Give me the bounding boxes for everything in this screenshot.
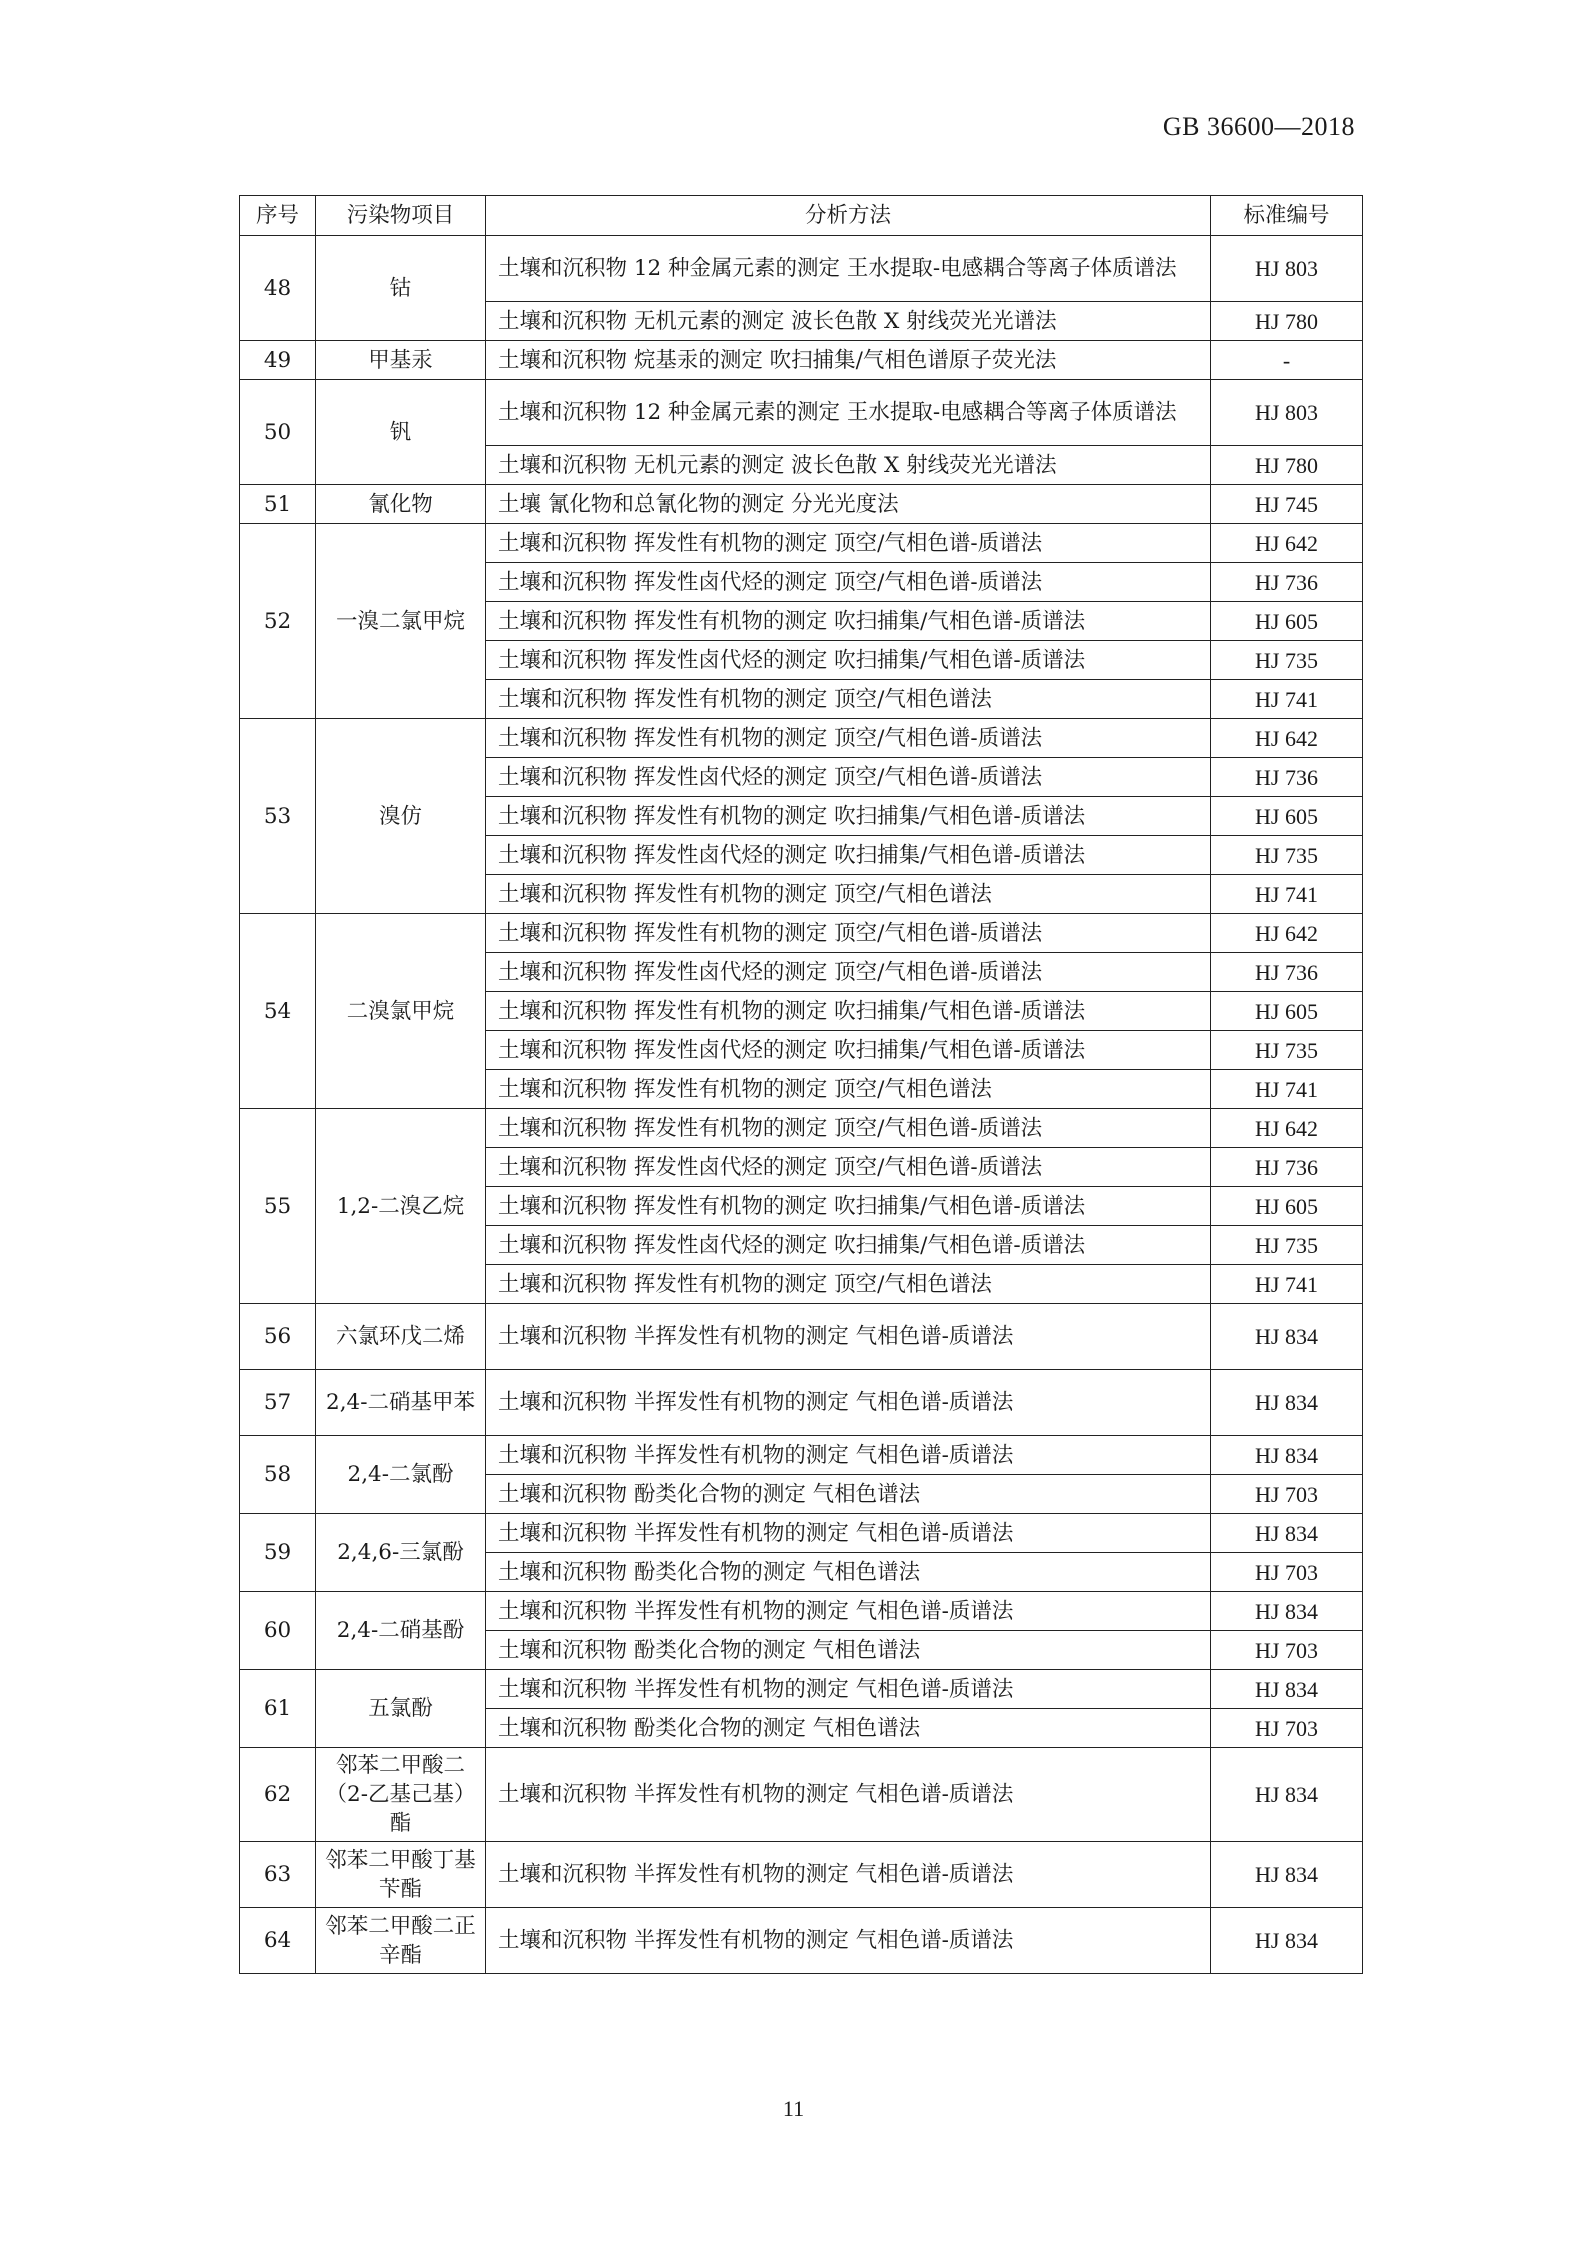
standard-number-cell: HJ 642 [1211, 1109, 1363, 1148]
standard-number-cell: HJ 736 [1211, 1148, 1363, 1187]
pollutant-cell: 甲基汞 [316, 341, 486, 380]
analysis-method-cell: 土壤和沉积物 挥发性有机物的测定 吹扫捕集/气相色谱-质谱法 [486, 992, 1211, 1031]
table-row [240, 1514, 1363, 1553]
analysis-method-cell: 土壤和沉积物 挥发性卤代烃的测定 吹扫捕集/气相色谱-质谱法 [486, 1031, 1211, 1070]
standard-number-cell: HJ 605 [1211, 1187, 1363, 1226]
serial-number-cell: 60 [240, 1592, 316, 1670]
serial-number-cell: 51 [240, 485, 316, 524]
standard-number-cell: HJ 605 [1211, 992, 1363, 1031]
table-row [240, 1109, 1363, 1148]
pollutant-cell: 钒 [316, 380, 486, 485]
standard-number-cell: HJ 834 [1211, 1748, 1363, 1842]
analysis-method-cell: 土壤和沉积物 挥发性卤代烃的测定 吹扫捕集/气相色谱-质谱法 [486, 641, 1211, 680]
analysis-method-cell: 土壤和沉积物 半挥发性有机物的测定 气相色谱-质谱法 [486, 1842, 1211, 1908]
standard-number-cell: HJ 834 [1211, 1304, 1363, 1370]
standard-number-cell: - [1211, 341, 1363, 380]
analysis-method-cell: 土壤和沉积物 酚类化合物的测定 气相色谱法 [486, 1553, 1211, 1592]
standard-number-cell: HJ 642 [1211, 719, 1363, 758]
standard-number-cell: HJ 741 [1211, 680, 1363, 719]
pollutant-cell: 2,4-二硝基酚 [316, 1592, 486, 1670]
analysis-method-cell: 土壤和沉积物 烷基汞的测定 吹扫捕集/气相色谱原子荧光法 [486, 341, 1211, 380]
table-body [240, 236, 1363, 1974]
standard-number-cell: HJ 834 [1211, 1592, 1363, 1631]
standard-number-cell: HJ 741 [1211, 1070, 1363, 1109]
standard-number-cell: HJ 736 [1211, 563, 1363, 602]
pollutant-cell: 一溴二氯甲烷 [316, 524, 486, 719]
serial-number-cell: 53 [240, 719, 316, 914]
pollutant-cell: 溴仿 [316, 719, 486, 914]
standard-number-cell: HJ 642 [1211, 914, 1363, 953]
analysis-method-cell: 土壤和沉积物 挥发性有机物的测定 吹扫捕集/气相色谱-质谱法 [486, 797, 1211, 836]
analysis-method-cell: 土壤和沉积物 挥发性有机物的测定 顶空/气相色谱法 [486, 875, 1211, 914]
analysis-method-cell: 土壤和沉积物 挥发性卤代烃的测定 顶空/气相色谱-质谱法 [486, 1148, 1211, 1187]
pollutant-cell: 邻苯二甲酸二（2-乙基己基）酯 [316, 1748, 486, 1842]
analysis-method-cell: 土壤和沉积物 半挥发性有机物的测定 气相色谱-质谱法 [486, 1370, 1211, 1436]
table-row [240, 485, 1363, 524]
standard-number-cell: HJ 703 [1211, 1475, 1363, 1514]
serial-number-cell: 52 [240, 524, 316, 719]
table-row [240, 1370, 1363, 1436]
analysis-method-cell: 土壤和沉积物 挥发性有机物的测定 吹扫捕集/气相色谱-质谱法 [486, 602, 1211, 641]
standard-number-cell: HJ 703 [1211, 1709, 1363, 1748]
analysis-method-cell: 土壤和沉积物 半挥发性有机物的测定 气相色谱-质谱法 [486, 1908, 1211, 1974]
table-row [240, 380, 1363, 446]
standard-number-cell: HJ 803 [1211, 236, 1363, 302]
table-row [240, 914, 1363, 953]
standard-number-cell: HJ 605 [1211, 602, 1363, 641]
standard-number-cell: HJ 736 [1211, 758, 1363, 797]
analysis-method-cell: 土壤和沉积物 无机元素的测定 波长色散 X 射线荧光光谱法 [486, 446, 1211, 485]
analysis-method-cell: 土壤和沉积物 挥发性有机物的测定 顶空/气相色谱法 [486, 680, 1211, 719]
analysis-method-cell: 土壤和沉积物 半挥发性有机物的测定 气相色谱-质谱法 [486, 1748, 1211, 1842]
standard-number-cell: HJ 741 [1211, 1265, 1363, 1304]
serial-number-cell: 50 [240, 380, 316, 485]
serial-number-cell: 61 [240, 1670, 316, 1748]
standard-number-cell: HJ 834 [1211, 1842, 1363, 1908]
table-row [240, 236, 1363, 302]
table-row [240, 719, 1363, 758]
analysis-method-cell: 土壤和沉积物 无机元素的测定 波长色散 X 射线荧光光谱法 [486, 302, 1211, 341]
table-row [240, 1304, 1363, 1370]
document-standard-code: GB 36600—2018 [1162, 112, 1355, 141]
analysis-method-cell: 土壤和沉积物 半挥发性有机物的测定 气相色谱-质谱法 [486, 1592, 1211, 1631]
column-header-pollutant: 污染物项目 [316, 196, 486, 236]
analysis-method-cell: 土壤和沉积物 半挥发性有机物的测定 气相色谱-质谱法 [486, 1304, 1211, 1370]
standard-number-cell: HJ 736 [1211, 953, 1363, 992]
page-number: 11 [782, 2096, 805, 2121]
analysis-method-cell: 土壤和沉积物 挥发性有机物的测定 顶空/气相色谱法 [486, 1070, 1211, 1109]
serial-number-cell: 59 [240, 1514, 316, 1592]
serial-number-cell: 63 [240, 1842, 316, 1908]
standard-number-cell: HJ 834 [1211, 1908, 1363, 1974]
analysis-method-cell: 土壤和沉积物 挥发性卤代烃的测定 吹扫捕集/气相色谱-质谱法 [486, 836, 1211, 875]
pollutant-cell: 2,4-二氯酚 [316, 1436, 486, 1514]
serial-number-cell: 62 [240, 1748, 316, 1842]
standard-number-cell: HJ 834 [1211, 1670, 1363, 1709]
pollutant-cell: 六氯环戊二烯 [316, 1304, 486, 1370]
serial-number-cell: 49 [240, 341, 316, 380]
analysis-method-cell: 土壤和沉积物 酚类化合物的测定 气相色谱法 [486, 1475, 1211, 1514]
serial-number-cell: 48 [240, 236, 316, 341]
column-header-method: 分析方法 [486, 196, 1211, 236]
analysis-method-cell: 土壤和沉积物 挥发性有机物的测定 顶空/气相色谱-质谱法 [486, 914, 1211, 953]
analysis-method-cell: 土壤和沉积物 半挥发性有机物的测定 气相色谱-质谱法 [486, 1514, 1211, 1553]
analysis-method-cell: 土壤和沉积物 挥发性卤代烃的测定 顶空/气相色谱-质谱法 [486, 563, 1211, 602]
pollutant-cell: 邻苯二甲酸二正辛酯 [316, 1908, 486, 1974]
table-row [240, 1908, 1363, 1974]
analysis-method-cell: 土壤和沉积物 半挥发性有机物的测定 气相色谱-质谱法 [486, 1670, 1211, 1709]
table-row [240, 341, 1363, 380]
serial-number-cell: 57 [240, 1370, 316, 1436]
standard-number-cell: HJ 735 [1211, 1226, 1363, 1265]
analysis-method-cell: 土壤和沉积物 挥发性有机物的测定 顶空/气相色谱-质谱法 [486, 1109, 1211, 1148]
analysis-method-cell: 土壤和沉积物 12 种金属元素的测定 王水提取-电感耦合等离子体质谱法 [486, 380, 1211, 446]
pollutant-cell: 二溴氯甲烷 [316, 914, 486, 1109]
analysis-method-cell: 土壤和沉积物 挥发性卤代烃的测定 吹扫捕集/气相色谱-质谱法 [486, 1226, 1211, 1265]
pollutant-cell: 氰化物 [316, 485, 486, 524]
standard-number-cell: HJ 703 [1211, 1553, 1363, 1592]
table-row [240, 1842, 1363, 1908]
standard-number-cell: HJ 642 [1211, 524, 1363, 563]
table-row [240, 1670, 1363, 1709]
standard-number-cell: HJ 780 [1211, 302, 1363, 341]
pollutant-cell: 1,2-二溴乙烷 [316, 1109, 486, 1304]
table-row [240, 1436, 1363, 1475]
standard-number-cell: HJ 745 [1211, 485, 1363, 524]
analysis-method-cell: 土壤和沉积物 12 种金属元素的测定 王水提取-电感耦合等离子体质谱法 [486, 236, 1211, 302]
standard-number-cell: HJ 735 [1211, 836, 1363, 875]
standard-number-cell: HJ 834 [1211, 1436, 1363, 1475]
standard-number-cell: HJ 605 [1211, 797, 1363, 836]
serial-number-cell: 56 [240, 1304, 316, 1370]
standard-number-cell: HJ 780 [1211, 446, 1363, 485]
standard-number-cell: HJ 803 [1211, 380, 1363, 446]
analysis-method-cell: 土壤和沉积物 挥发性卤代烃的测定 顶空/气相色谱-质谱法 [486, 758, 1211, 797]
standard-number-cell: HJ 741 [1211, 875, 1363, 914]
serial-number-cell: 54 [240, 914, 316, 1109]
standard-number-cell: HJ 735 [1211, 641, 1363, 680]
standard-number-cell: HJ 834 [1211, 1514, 1363, 1553]
analysis-method-cell: 土壤和沉积物 挥发性有机物的测定 顶空/气相色谱-质谱法 [486, 524, 1211, 563]
serial-number-cell: 58 [240, 1436, 316, 1514]
analysis-method-cell: 土壤和沉积物 挥发性有机物的测定 顶空/气相色谱法 [486, 1265, 1211, 1304]
analysis-method-cell: 土壤和沉积物 挥发性有机物的测定 顶空/气相色谱-质谱法 [486, 719, 1211, 758]
analysis-method-cell: 土壤和沉积物 半挥发性有机物的测定 气相色谱-质谱法 [486, 1436, 1211, 1475]
serial-number-cell: 64 [240, 1908, 316, 1974]
analysis-method-cell: 土壤和沉积物 酚类化合物的测定 气相色谱法 [486, 1631, 1211, 1670]
table-row [240, 1592, 1363, 1631]
column-header-standard: 标准编号 [1211, 196, 1363, 236]
serial-number-cell: 55 [240, 1109, 316, 1304]
standard-number-cell: HJ 834 [1211, 1370, 1363, 1436]
pollutant-cell: 2,4-二硝基甲苯 [316, 1370, 486, 1436]
table-header-row [240, 196, 1363, 236]
analysis-method-cell: 土壤和沉积物 挥发性卤代烃的测定 顶空/气相色谱-质谱法 [486, 953, 1211, 992]
pollutant-cell: 五氯酚 [316, 1670, 486, 1748]
analysis-methods-table [239, 195, 1363, 1974]
table-row [240, 524, 1363, 563]
pollutant-cell: 邻苯二甲酸丁基苄酯 [316, 1842, 486, 1908]
pollutant-cell: 钴 [316, 236, 486, 341]
table-row [240, 1748, 1363, 1842]
analysis-method-cell: 土壤和沉积物 挥发性有机物的测定 吹扫捕集/气相色谱-质谱法 [486, 1187, 1211, 1226]
analysis-method-cell: 土壤和沉积物 酚类化合物的测定 气相色谱法 [486, 1709, 1211, 1748]
standard-number-cell: HJ 703 [1211, 1631, 1363, 1670]
pollutant-cell: 2,4,6-三氯酚 [316, 1514, 486, 1592]
column-header-no: 序号 [240, 196, 316, 236]
standard-number-cell: HJ 735 [1211, 1031, 1363, 1070]
analysis-method-cell: 土壤 氰化物和总氰化物的测定 分光光度法 [486, 485, 1211, 524]
